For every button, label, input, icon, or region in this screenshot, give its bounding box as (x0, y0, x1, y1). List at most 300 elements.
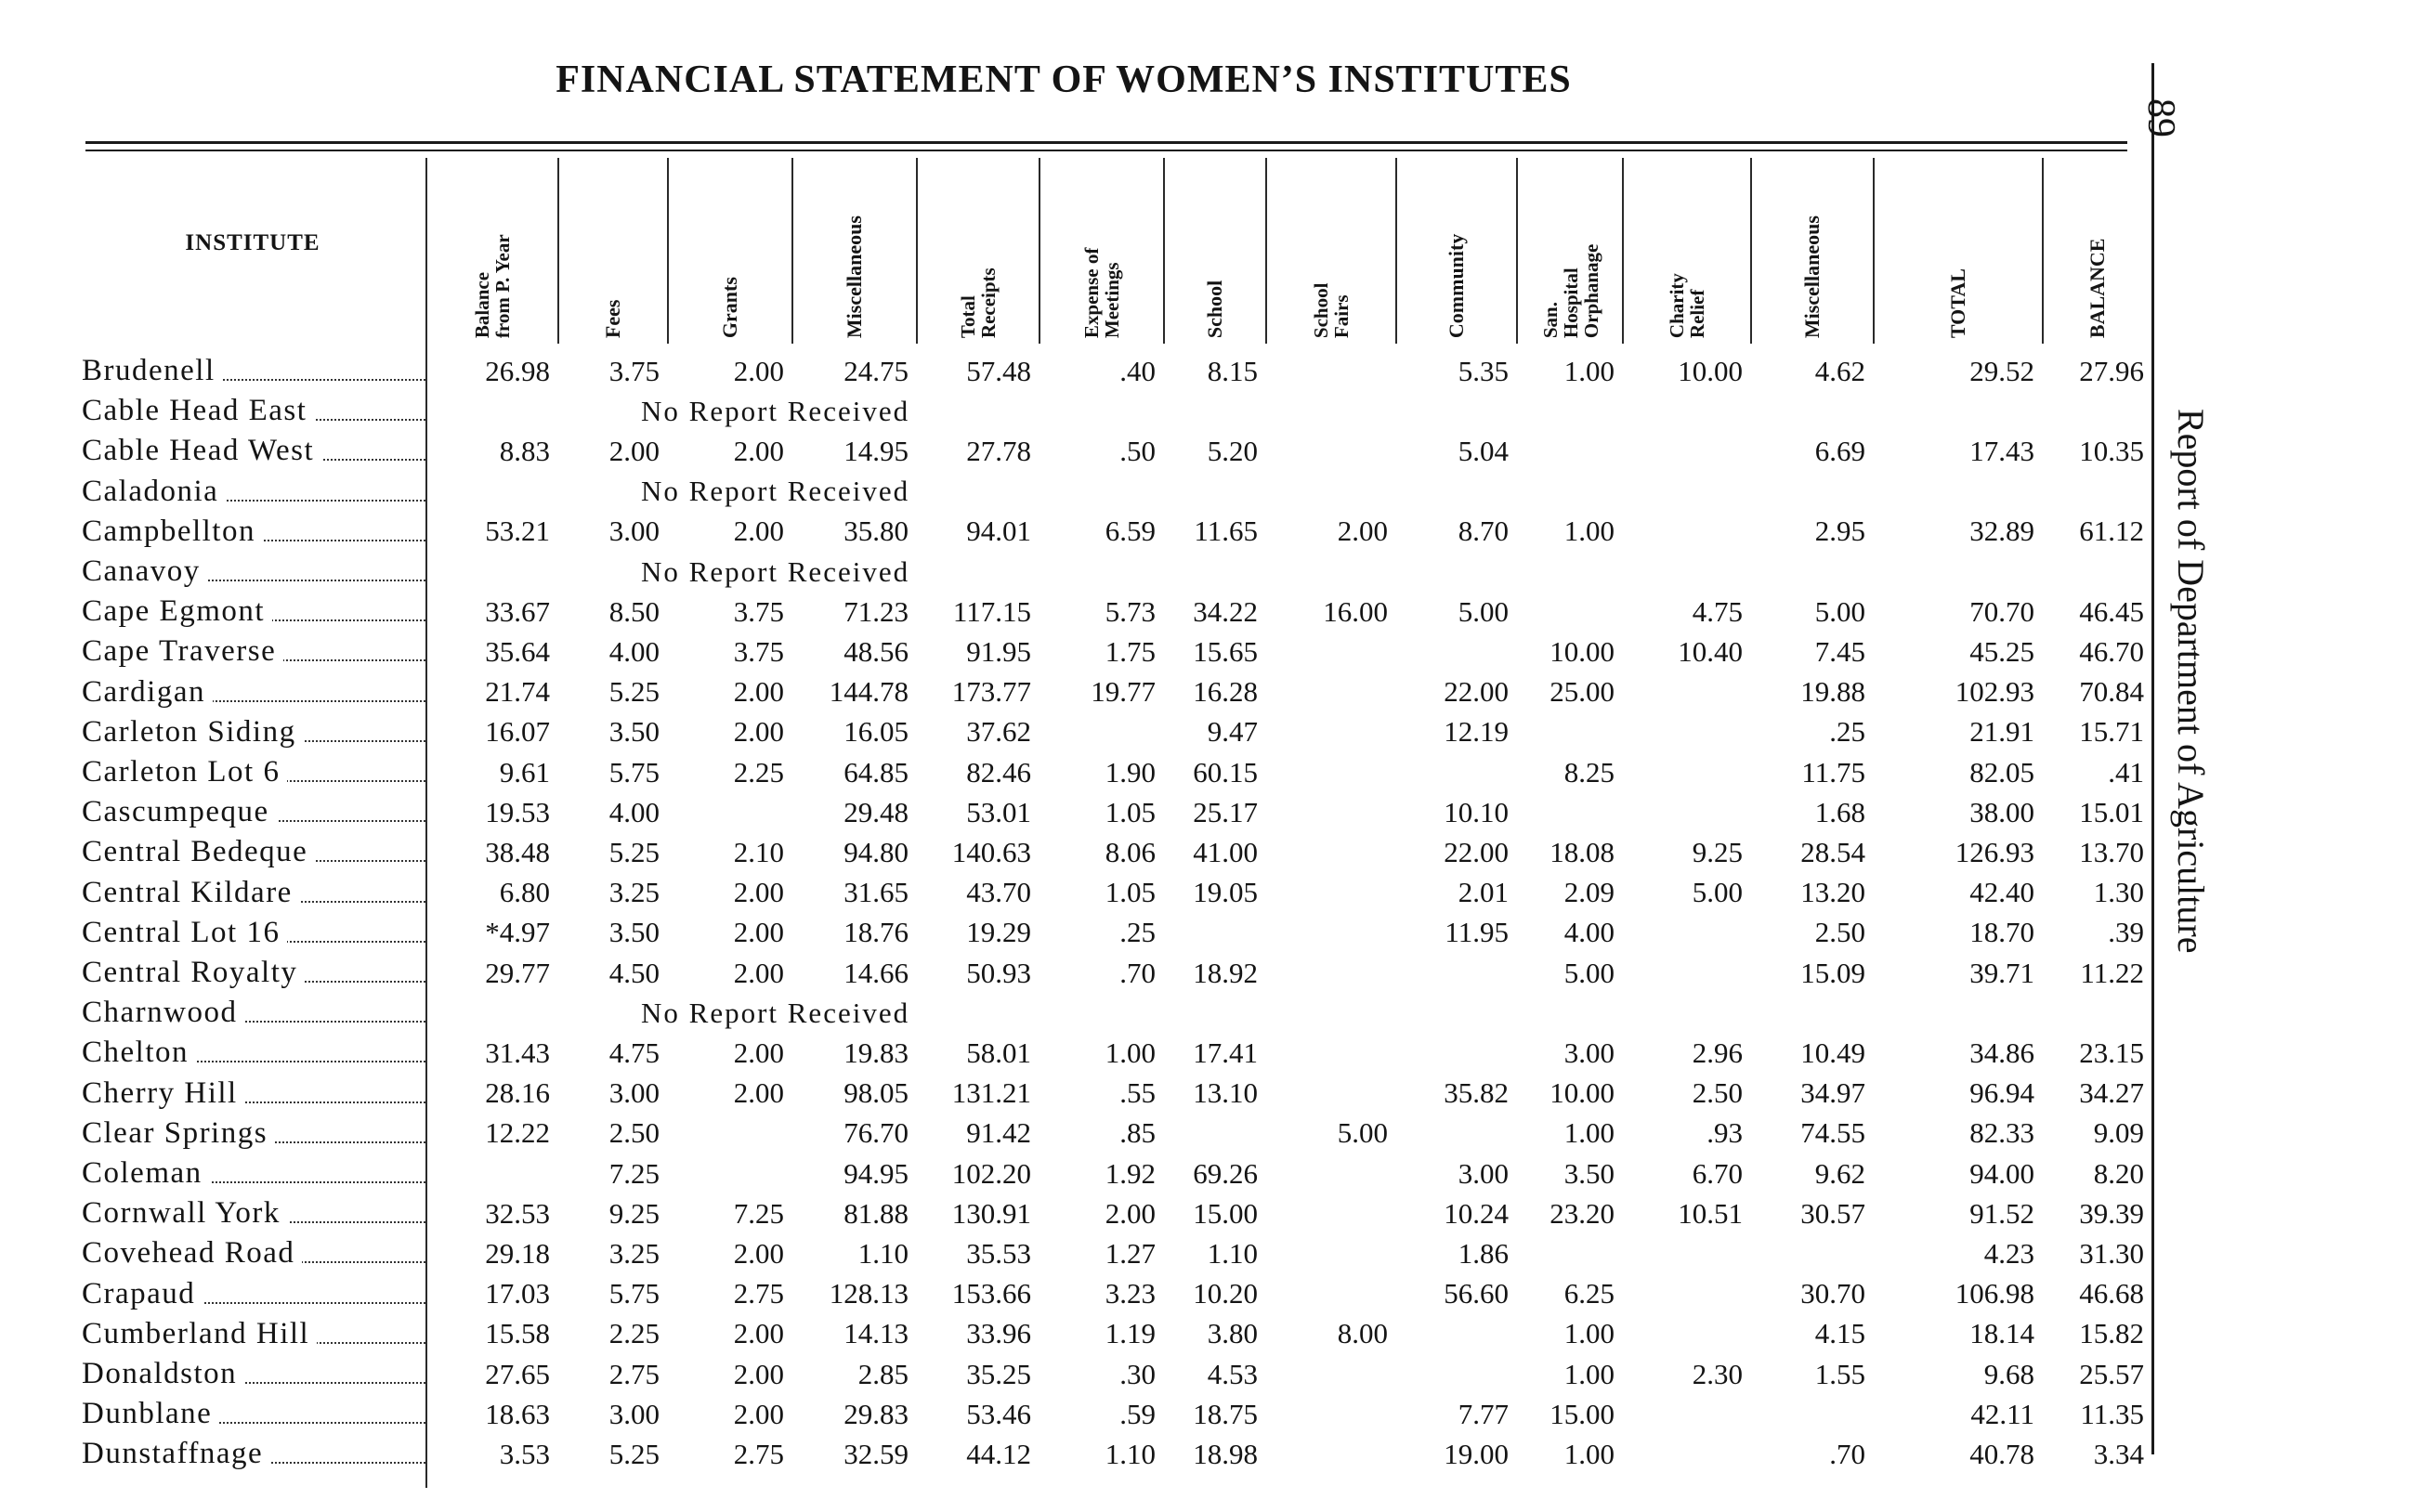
cell-expense-of-meetings: .40 (1119, 354, 1156, 387)
column-rule (1039, 158, 1040, 344)
cell-expenditure-miscellaneous: 4.62 (1814, 354, 1865, 387)
table-row (0, 752, 2144, 792)
cell-balance: 31.30 (2079, 1236, 2144, 1270)
institute-name (82, 1114, 425, 1154)
cell-school-fairs (1265, 832, 1388, 872)
cell-total-receipts: 57.48 (966, 354, 1031, 387)
cell-expenditure-miscellaneous: 74.55 (1800, 1116, 1865, 1150)
column-rule (1873, 158, 1875, 344)
column-header-label: Community (1444, 233, 1468, 338)
cell-receipts-miscellaneous: 35.80 (843, 515, 909, 548)
cell-total-receipts: 94.01 (966, 515, 1031, 548)
cell-expense-of-meetings: .70 (1119, 956, 1156, 989)
cell-school-fairs (1265, 351, 1388, 391)
table-row (0, 592, 2144, 632)
institute-name-text: Clear Springs (82, 1116, 275, 1151)
cell-expenditure-miscellaneous: .25 (1829, 715, 1865, 749)
column-header-label: San. Hospital Orphanage (1538, 243, 1602, 338)
cell-balance-from-prior-year: 33.67 (485, 594, 550, 628)
cell-expense-of-meetings: .55 (1119, 1076, 1156, 1110)
cell-fees: 7.25 (608, 1156, 660, 1190)
cell-expense-of-meetings: 1.27 (1105, 1236, 1156, 1270)
cell-community: 22.00 (1444, 835, 1509, 868)
cell-balance: 8.20 (2093, 1156, 2144, 1190)
table-row (0, 1193, 2144, 1233)
institute-name-text: Coleman (82, 1156, 210, 1191)
institute-name-text: Cable Head East (82, 394, 314, 428)
table-row (0, 512, 2144, 552)
cell-expenditure-miscellaneous: 19.88 (1800, 675, 1865, 709)
table-row (0, 1274, 2144, 1314)
column-rule (1163, 158, 1165, 344)
institute-name (82, 712, 425, 752)
cell-expense-of-meetings: 1.90 (1105, 755, 1156, 789)
table-row (0, 993, 2137, 1033)
cell-balance-from-prior-year: 29.77 (485, 956, 550, 989)
cell-total: 70.70 (1969, 594, 2034, 628)
cell-receipts-miscellaneous: 76.70 (843, 1116, 909, 1150)
cell-community: 12.19 (1444, 715, 1509, 749)
cell-receipts-miscellaneous: 128.13 (829, 1277, 909, 1310)
cell-charity-relief (1622, 752, 1743, 792)
cell-fees: 4.50 (608, 956, 660, 989)
cell-school-fairs (1265, 1074, 1388, 1114)
cell-balance: 15.82 (2079, 1317, 2144, 1350)
cell-charity-relief: 9.25 (1692, 835, 1743, 868)
cell-school-fairs (1265, 913, 1388, 953)
cell-fees: 4.00 (608, 634, 660, 668)
cell-school: 1.10 (1207, 1236, 1258, 1270)
cell-total: 45.25 (1969, 634, 2034, 668)
column-header-label: Miscellaneous (842, 215, 866, 338)
cell-balance-from-prior-year (425, 1154, 550, 1193)
cell-total-receipts: 117.15 (952, 594, 1031, 628)
cell-fees: 2.00 (608, 434, 660, 467)
cell-school-fairs: 5.00 (1337, 1116, 1388, 1150)
cell-receipts-miscellaneous: 29.48 (843, 795, 909, 828)
cell-grants (667, 792, 784, 832)
cell-balance: 11.35 (2080, 1397, 2144, 1430)
cell-total-receipts: 33.96 (966, 1317, 1031, 1350)
cell-school-fairs (1265, 873, 1388, 913)
column-header-school-fairs (1265, 156, 1395, 344)
cell-total: 82.05 (1969, 755, 2034, 789)
cell-school-fairs (1265, 431, 1388, 471)
institute-name (82, 1233, 425, 1273)
cell-school-fairs: 2.00 (1337, 515, 1388, 548)
cell-grants: 2.00 (733, 1236, 784, 1270)
table-row (0, 913, 2144, 953)
table-row (0, 1033, 2144, 1073)
cell-san-hospital-orphanage (1516, 712, 1615, 752)
institute-name (82, 592, 425, 632)
cell-community: 5.04 (1458, 434, 1509, 467)
cell-school: 15.00 (1193, 1196, 1258, 1230)
cell-expense-of-meetings: 1.00 (1105, 1036, 1156, 1069)
column-header-label: Charity Relief (1665, 273, 1708, 338)
institute-name-text: Cape Egmont (82, 594, 272, 629)
cell-total-receipts: 153.66 (951, 1277, 1031, 1310)
cell-san-hospital-orphanage: 1.00 (1563, 1317, 1615, 1350)
institute-name (82, 832, 425, 872)
cell-community: 22.00 (1444, 675, 1509, 709)
cell-charity-relief (1622, 1314, 1743, 1354)
cell-total: 18.70 (1969, 916, 2034, 949)
cell-school: 4.53 (1207, 1357, 1258, 1390)
cell-receipts-miscellaneous: 24.75 (843, 354, 909, 387)
cell-charity-relief: 6.70 (1692, 1156, 1743, 1190)
cell-school-fairs (1265, 1354, 1388, 1394)
cell-balance-from-prior-year: 38.48 (485, 835, 550, 868)
cell-community (1395, 752, 1509, 792)
column-header-san-hospital-orphanage (1516, 156, 1622, 344)
cell-balance-from-prior-year: 29.18 (485, 1236, 550, 1270)
cell-fees: 3.50 (608, 916, 660, 949)
cell-total: 42.11 (1970, 1397, 2034, 1430)
cell-community: 19.00 (1444, 1437, 1509, 1470)
cell-balance: 46.45 (2079, 594, 2144, 628)
cell-fees: 5.25 (608, 675, 660, 709)
cell-receipts-miscellaneous: 14.66 (843, 956, 909, 989)
cell-expense-of-meetings: .85 (1119, 1116, 1156, 1150)
cell-school: 3.80 (1207, 1317, 1258, 1350)
cell-balance-from-prior-year: 21.74 (485, 675, 550, 709)
cell-charity-relief: 4.75 (1692, 594, 1743, 628)
cell-balance-from-prior-year: 9.61 (499, 755, 550, 789)
cell-school: 19.05 (1193, 876, 1258, 909)
institute-name-text: Dunblane (82, 1397, 219, 1431)
institute-name (82, 391, 425, 431)
cell-balance-from-prior-year: 8.83 (499, 434, 550, 467)
institute-name (82, 552, 425, 592)
cell-charity-relief (1622, 1434, 1743, 1474)
cell-total-receipts: 35.25 (966, 1357, 1031, 1390)
cell-school-fairs (1265, 632, 1388, 671)
cell-school: 15.65 (1193, 634, 1258, 668)
cell-receipts-miscellaneous: 18.76 (843, 916, 909, 949)
cell-grants: 2.00 (733, 1036, 784, 1069)
cell-total: 9.68 (1983, 1357, 2034, 1390)
cell-total: 126.93 (1955, 835, 2034, 868)
cell-expenditure-miscellaneous: 6.69 (1814, 434, 1865, 467)
institute-name (82, 1193, 425, 1233)
cell-expense-of-meetings: .30 (1119, 1357, 1156, 1390)
cell-expenditure-miscellaneous: 9.62 (1814, 1156, 1865, 1190)
cell-san-hospital-orphanage: 3.50 (1563, 1156, 1615, 1190)
cell-school-fairs (1265, 1233, 1388, 1273)
cell-expenditure-miscellaneous: 30.57 (1800, 1196, 1865, 1230)
cell-total-receipts: 131.21 (951, 1076, 1031, 1110)
cell-san-hospital-orphanage: 25.00 (1549, 675, 1615, 709)
cell-expense-of-meetings: 8.06 (1105, 835, 1156, 868)
column-header-charity-relief (1622, 156, 1750, 344)
column-header-label: Miscellaneous (1799, 215, 1824, 338)
cell-receipts-miscellaneous: 31.65 (843, 876, 909, 909)
institute-name-text: Covehead Road (82, 1236, 302, 1271)
cell-school-fairs (1265, 792, 1388, 832)
table-row (0, 1314, 2144, 1354)
no-report-note: No Report Received (641, 394, 910, 427)
cell-total-receipts: 58.01 (966, 1036, 1031, 1069)
cell-total-receipts: 91.42 (966, 1116, 1031, 1150)
cell-grants: 2.00 (733, 1397, 784, 1430)
cell-community (1395, 1354, 1509, 1394)
cell-expense-of-meetings: 1.92 (1105, 1156, 1156, 1190)
cell-charity-relief (1622, 953, 1743, 993)
cell-community: 5.35 (1458, 354, 1509, 387)
column-header-label: Fees (600, 299, 624, 338)
cell-total-receipts: 19.29 (966, 916, 1031, 949)
institute-name (82, 512, 425, 552)
column-rule (557, 158, 559, 344)
cell-expenditure-miscellaneous: .70 (1829, 1437, 1865, 1470)
institute-name (82, 1033, 425, 1073)
institute-name-text: Campbellton (82, 515, 263, 549)
cell-fees: 9.25 (608, 1196, 660, 1230)
cell-balance: 39.39 (2079, 1196, 2144, 1230)
cell-grants: 7.25 (733, 1196, 784, 1230)
cell-charity-relief (1622, 512, 1743, 552)
cell-school-fairs (1265, 1154, 1388, 1193)
cell-total: 4.23 (1983, 1236, 2034, 1270)
cell-school-fairs: 16.00 (1323, 594, 1388, 628)
cell-total-receipts: 50.93 (966, 956, 1031, 989)
table-row (0, 712, 2144, 752)
cell-grants: 2.00 (733, 715, 784, 749)
column-header-expenditure-miscellaneous (1750, 156, 1873, 344)
cell-total: 94.00 (1969, 1156, 2034, 1190)
cell-community: 11.95 (1445, 916, 1509, 949)
cell-charity-relief: 2.96 (1692, 1036, 1743, 1069)
cell-fees: 8.50 (608, 594, 660, 628)
cell-charity-relief: .93 (1706, 1116, 1743, 1150)
cell-total: 91.52 (1969, 1196, 2034, 1230)
institute-name-text: Crapaud (82, 1277, 203, 1311)
column-header-label: Expense of Meetings (1079, 247, 1123, 338)
cell-school-fairs: 8.00 (1337, 1317, 1388, 1350)
cell-grants: 2.00 (733, 876, 784, 909)
cell-school: 5.20 (1207, 434, 1258, 467)
cell-fees: 4.75 (608, 1036, 660, 1069)
cell-san-hospital-orphanage: 4.00 (1563, 916, 1615, 949)
cell-grants: 2.25 (733, 755, 784, 789)
cell-grants: 2.00 (733, 1076, 784, 1110)
cell-balance: 10.35 (2079, 434, 2144, 467)
institute-name (82, 632, 425, 671)
column-header-label: Balance from P. Year (470, 234, 514, 338)
institute-name (82, 472, 425, 512)
cell-receipts-miscellaneous: 71.23 (843, 594, 909, 628)
cell-charity-relief (1622, 1233, 1743, 1273)
institute-name (82, 993, 425, 1033)
institute-name-text: Canavoy (82, 554, 208, 589)
cell-expense-of-meetings: 1.19 (1105, 1317, 1156, 1350)
institute-name (82, 1274, 425, 1314)
cell-expense-of-meetings: .50 (1119, 434, 1156, 467)
cell-community: 35.82 (1444, 1076, 1509, 1110)
cell-grants: 2.00 (733, 434, 784, 467)
cell-balance: 46.68 (2079, 1277, 2144, 1310)
cell-san-hospital-orphanage: 2.09 (1563, 876, 1615, 909)
institute-name-text: Cable Head West (82, 434, 321, 468)
no-report-note: No Report Received (641, 475, 910, 508)
column-rule (667, 158, 669, 344)
cell-balance: 1.30 (2093, 876, 2144, 909)
cell-total-receipts: 37.62 (966, 715, 1031, 749)
cell-total: 34.86 (1969, 1036, 2034, 1069)
cell-grants: 2.00 (733, 956, 784, 989)
cell-community: 8.70 (1458, 515, 1509, 548)
cell-total-receipts: 91.95 (966, 634, 1031, 668)
cell-total-receipts: 130.91 (951, 1196, 1031, 1230)
cell-balance-from-prior-year: 19.53 (485, 795, 550, 828)
table-row (0, 832, 2144, 872)
cell-fees: 2.50 (608, 1116, 660, 1150)
cell-grants: 2.10 (733, 835, 784, 868)
cell-charity-relief: 10.40 (1678, 634, 1743, 668)
cell-school-fairs (1265, 712, 1388, 752)
cell-san-hospital-orphanage: 5.00 (1563, 956, 1615, 989)
cell-school: 17.41 (1193, 1036, 1258, 1069)
cell-fees: 2.75 (608, 1357, 660, 1390)
cell-total-receipts: 82.46 (966, 755, 1031, 789)
cell-school: 16.28 (1193, 675, 1258, 709)
cell-expense-of-meetings: 6.59 (1105, 515, 1156, 548)
cell-san-hospital-orphanage: 3.00 (1563, 1036, 1615, 1069)
table-row (0, 953, 2144, 993)
cell-balance: 15.01 (2079, 795, 2144, 828)
cell-total-receipts: 173.77 (951, 675, 1031, 709)
cell-balance-from-prior-year: *4.97 (485, 916, 550, 949)
cell-total-receipts: 53.46 (966, 1397, 1031, 1430)
cell-fees: 3.00 (608, 1076, 660, 1110)
cell-charity-relief (1622, 1394, 1743, 1434)
cell-community: 10.24 (1444, 1196, 1509, 1230)
institute-name-text: Central Royalty (82, 956, 305, 990)
institute-name (82, 1354, 425, 1394)
cell-school-fairs (1265, 1274, 1388, 1314)
cell-san-hospital-orphanage: 18.08 (1549, 835, 1615, 868)
cell-community: 3.00 (1458, 1156, 1509, 1190)
cell-receipts-miscellaneous: 19.83 (843, 1036, 909, 1069)
table-row (0, 792, 2144, 832)
cell-san-hospital-orphanage (1516, 592, 1615, 632)
cell-balance-from-prior-year: 53.21 (485, 515, 550, 548)
cell-expenditure-miscellaneous: 4.15 (1814, 1317, 1865, 1350)
cell-grants (667, 1154, 784, 1193)
column-header-balance-from-prior-year (425, 156, 557, 344)
cell-community (1395, 953, 1509, 993)
cell-fees: 3.00 (608, 515, 660, 548)
institute-name-text: Central Kildare (82, 876, 300, 910)
no-report-note: No Report Received (641, 554, 910, 588)
cell-fees: 3.00 (608, 1397, 660, 1430)
cell-san-hospital-orphanage: 15.00 (1549, 1397, 1615, 1430)
column-rule (1622, 158, 1624, 344)
institute-name-text: Caladonia (82, 475, 226, 509)
cell-balance-from-prior-year: 16.07 (485, 715, 550, 749)
column-header-receipts-miscellaneous (791, 156, 916, 344)
column-header-label: TOTAL (1945, 268, 1969, 338)
cell-total: 32.89 (1969, 515, 2034, 548)
institute-name-text: Carleton Siding (82, 715, 304, 749)
institute-name (82, 1074, 425, 1114)
cell-total: 21.91 (1969, 715, 2034, 749)
cell-school-fairs (1265, 752, 1388, 792)
cell-fees: 3.50 (608, 715, 660, 749)
no-report-note: No Report Received (641, 996, 910, 1029)
column-header-label: Grants (717, 277, 741, 338)
cell-expense-of-meetings: 1.75 (1105, 634, 1156, 668)
cell-balance: 61.12 (2079, 515, 2144, 548)
page-number: 89 (2139, 98, 2182, 137)
cell-total: 38.00 (1969, 795, 2034, 828)
cell-charity-relief (1622, 431, 1743, 471)
cell-fees: 2.25 (608, 1317, 660, 1350)
cell-balance: 46.70 (2079, 634, 2144, 668)
cell-total: 96.94 (1969, 1076, 2034, 1110)
cell-balance: 3.34 (2093, 1437, 2144, 1470)
cell-school: 25.17 (1193, 795, 1258, 828)
cell-balance-from-prior-year: 27.65 (485, 1357, 550, 1390)
cell-community: 56.60 (1444, 1277, 1509, 1310)
cell-balance: 9.09 (2093, 1116, 2144, 1150)
cell-community (1395, 1033, 1509, 1073)
cell-balance: 15.71 (2079, 715, 2144, 749)
cell-expenditure-miscellaneous: 2.95 (1814, 515, 1865, 548)
cell-san-hospital-orphanage: 10.00 (1549, 1076, 1615, 1110)
cell-total: 40.78 (1969, 1437, 2034, 1470)
table-row (0, 472, 2137, 512)
cell-charity-relief (1622, 1274, 1743, 1314)
cell-expenditure-miscellaneous: 11.75 (1801, 755, 1865, 789)
cell-grants: 2.75 (733, 1277, 784, 1310)
cell-receipts-miscellaneous: 98.05 (843, 1076, 909, 1110)
cell-receipts-miscellaneous: 81.88 (843, 1196, 909, 1230)
cell-balance-from-prior-year: 35.64 (485, 634, 550, 668)
cell-receipts-miscellaneous: 64.85 (843, 755, 909, 789)
cell-balance-from-prior-year: 3.53 (499, 1437, 550, 1470)
institute-name-text: Central Lot 16 (82, 916, 287, 950)
cell-balance: 23.15 (2079, 1036, 2144, 1069)
cell-charity-relief (1622, 712, 1743, 752)
institute-name-text: Cardigan (82, 675, 213, 710)
cell-community (1395, 1114, 1509, 1154)
cell-community: 1.86 (1458, 1236, 1509, 1270)
table-row (0, 1114, 2144, 1154)
cell-school (1163, 913, 1258, 953)
table-row (0, 672, 2144, 712)
column-header-school (1163, 156, 1265, 344)
cell-school: 11.65 (1194, 515, 1258, 548)
cell-expenditure-miscellaneous: 1.55 (1814, 1357, 1865, 1390)
cell-grants: 2.00 (733, 354, 784, 387)
cell-expenditure-miscellaneous: 13.20 (1800, 876, 1865, 909)
cell-charity-relief: 5.00 (1692, 876, 1743, 909)
table-row (0, 1394, 2144, 1434)
cell-total-receipts: 102.20 (951, 1156, 1031, 1190)
cell-total-receipts: 43.70 (966, 876, 1031, 909)
header-rule-thin (85, 150, 2127, 151)
cell-receipts-miscellaneous: 1.10 (857, 1236, 909, 1270)
cell-school-fairs (1265, 1394, 1388, 1434)
cell-balance: 13.70 (2079, 835, 2144, 868)
cell-charity-relief (1622, 792, 1743, 832)
cell-school-fairs (1265, 1033, 1388, 1073)
cell-expense-of-meetings: 19.77 (1091, 675, 1156, 709)
institute-column-header: INSTITUTE (185, 230, 320, 255)
cell-school: 10.20 (1193, 1277, 1258, 1310)
